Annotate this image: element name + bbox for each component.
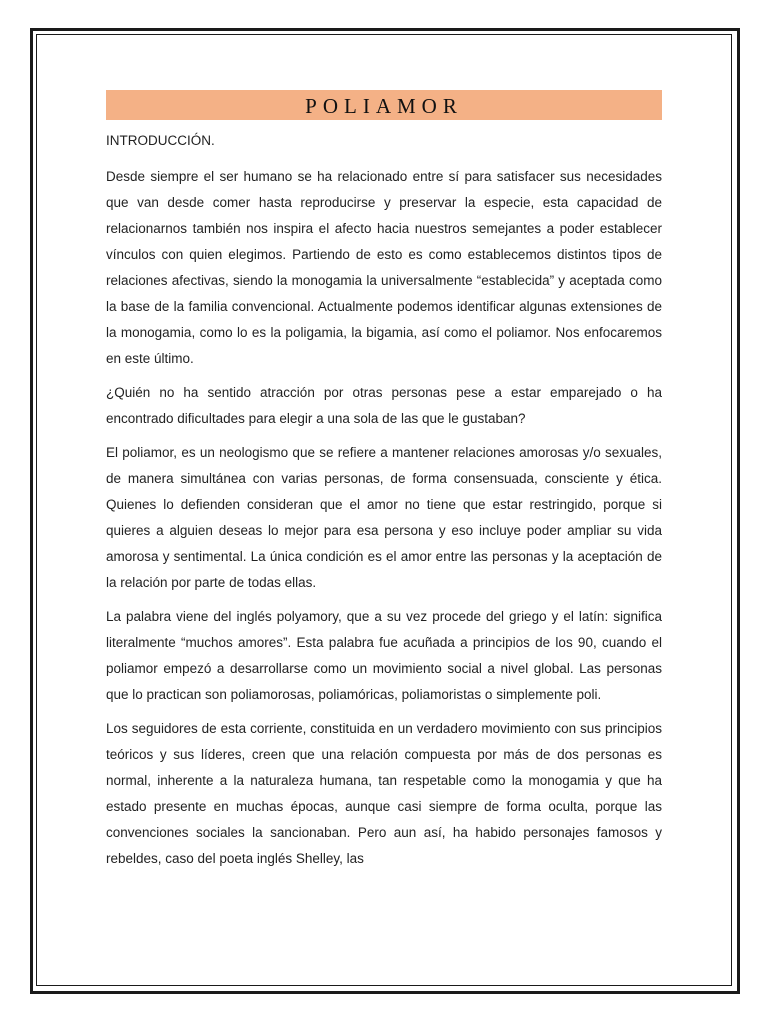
paragraph: Los seguidores de esta corriente, constituida en un verdadero movimiento con sus principios teóricos y sus líderes, creen que una relación compuesta por más de dos personas es normal, inherente a la naturaleza humana, tan respetable como la monogamia y que ha estado presente en muchas épocas, aunque casi siempre de forma oculta, porque las convenciones sociales la sancionaban. Pero aun así, ha habido personajes famosos y rebeldes, caso del poeta inglés Shelley, las <box>106 721 662 866</box>
document-title: POLIAMOR <box>106 90 662 120</box>
document-body <box>106 90 662 880</box>
paragraph: ¿Quién no ha sentido atracción por otras personas pese a estar emparejado o ha encontrado dificultades para elegir a una sola de las que le gustaban? <box>106 385 662 426</box>
paragraph: La palabra viene del inglés polyamory, que a su vez procede del griego y el latín: significa literalmente “muchos amores”. Esta palabra fue acuñada a principios de los 90, cuando el poliamor empezó a desarrollarse como un movimiento social a nivel global. Las personas que lo practican son poliamorosas, poliamóricas, poliamoristas o simplemente poli. <box>106 609 662 702</box>
paragraph: Desde siempre el ser humano se ha relacionado entre sí para satisfacer sus necesidades que van desde comer hasta reproducirse y preservar la especie, esta capacidad de relacionarnos también nos inspira el afecto hacia nuestros semejantes a poder establecer vínculos con quien elegimos. Partiendo de esto es como establecemos distintos tipos de relaciones afectivas, siendo la monogamia la universalmente “establecida” y aceptada como la base de la familia convencional. Actualmente podemos identificar algunas extensiones de la monogamia, como lo es la poligamia, la bigamia, así como el poliamor. Nos enfocaremos en este último. <box>106 169 662 366</box>
paragraph: El poliamor, es un neologismo que se refiere a mantener relaciones amorosas y/o sexuales, de manera simultánea con varias personas, de forma consensuada, consciente y ética. Quienes lo defienden consideran que el amor no tiene que estar restringido, porque si quieres a alguien deseas lo mejor para esa persona y eso incluye poder ampliar su vida amorosa y sentimental. La única condición es el amor entre las personas y la aceptación de la relación por parte de todas ellas. <box>106 445 662 590</box>
section-heading: INTRODUCCIÓN. <box>106 133 215 148</box>
